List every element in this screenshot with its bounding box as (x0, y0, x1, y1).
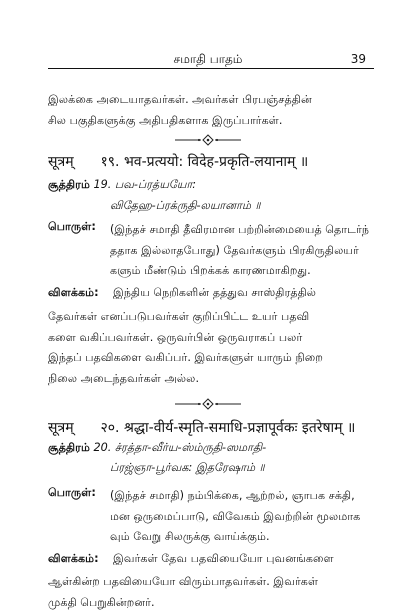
text-line: முக்தி பெறுகின்றனர். (48, 593, 378, 613)
running-header-title: சமாதி பாதம் (0, 52, 416, 68)
sutram-label: सूत्रम् (48, 154, 74, 170)
sutra-19-heading (48, 152, 308, 171)
sutra-20-translit-line-1 (48, 441, 266, 456)
text-line: தேவர்கள் எனப்படுபவர்கள் குறிப்பிட்ட உயர் பதவி (48, 307, 378, 328)
text-line: வும் வேறு சிலருக்கு வாய்க்கும். (110, 527, 410, 548)
text-line: சில பகுதிகளுக்கு அதிபதிகளாக இருப்பார்கள். (48, 111, 378, 132)
text-line: இந்திய நெறிகளின் தத்துவ சாஸ்திரத்தில் (113, 286, 316, 301)
text-line: ததாக இல்லாதபோது) தேவர்களும் பிரகிருதிலயர் (110, 241, 410, 262)
text-line: களை வகிப்பவர்கள். ஒருவர்பின் ஒருவராகப் பலர் (48, 328, 378, 349)
intro-paragraph (48, 90, 378, 131)
divider-ornament-icon (173, 398, 243, 410)
header-rule (48, 68, 374, 69)
transliteration-text: விதேஹ-ப்ரக்ருதி-லயானாம் ॥ (110, 199, 260, 214)
transliteration-text: 20. ச்ரத்தா-வீர்ய-ஸ்ம்ருதி-ஸமாதி- (94, 441, 267, 454)
text-line: மன ஒருமைப்பாடு, விவேகம் இவற்றின் மூலமாக (110, 507, 410, 528)
sutra-19-translit-line-1 (48, 178, 196, 193)
explanation-label: விளக்கம்: (48, 286, 99, 301)
sutra-20-heading (48, 418, 355, 437)
divider-ornament-icon (173, 134, 243, 146)
meaning-label: பொருள்: (48, 486, 96, 501)
transliteration-text: ப்ரஜ்ஞா-பூர்வக: இதரேஷாம் ॥ (110, 461, 264, 476)
section-divider-ornament (0, 134, 416, 149)
sutra-devanagari-text: १९. भव-प्रत्ययो: विदेह-प्रकृति-लयानाम् ॥ (100, 154, 308, 170)
text-line: (இந்தச் சமாதி தீவிரமான பற்றின்மையைத் தொடர்ந் (110, 220, 410, 241)
text-line: இவர்கள் தேவ பதவியையோ புவனங்களை (113, 552, 334, 567)
text-line: ஆள்கின்ற பதவியையோ விரும்பாதவர்கள். இவர்கள் (48, 572, 378, 593)
sutram-label: सूत्रम् (48, 420, 74, 436)
sutram-tamil-label: சூத்திரம் (48, 441, 90, 454)
sutra-20-meaning (110, 486, 410, 548)
sutra-19-meaning (110, 220, 410, 282)
meaning-label: பொருள்: (48, 220, 96, 235)
page-number: 39 (351, 52, 366, 66)
transliteration-text: 19. பவ-ப்ரத்யயோ: (94, 178, 197, 191)
explanation-label: விளக்கம்: (48, 552, 99, 567)
text-line: (இந்தச் சமாதி) நம்பிக்கை, ஆற்றல், ஞாபக சக்தி, (110, 486, 410, 507)
section-divider-ornament (0, 398, 416, 413)
sutra-20-explanation (48, 572, 378, 613)
sutram-tamil-label: சூத்திரம் (48, 178, 90, 191)
sutra-devanagari-text: २०. श्रद्धा-वीर्य-स्मृति-समाधि-प्रज्ञापूर्वकः इतरेषाम् ॥ (100, 420, 355, 436)
text-line: இலக்கை அடையாதவர்கள். அவர்கள் பிரபஞ்சத்தின் (48, 90, 378, 111)
text-line: களும் மீண்டும் பிறக்கக் காரணமாகிறது. (110, 261, 410, 282)
text-line: நிலை அடைந்தவர்கள் அல்ல. (48, 369, 378, 390)
text-line: இந்தப் பதவிகளை வகிப்பர். இவர்களுள் யாரும் நிறை (48, 348, 378, 369)
sutra-19-explanation (48, 307, 378, 389)
